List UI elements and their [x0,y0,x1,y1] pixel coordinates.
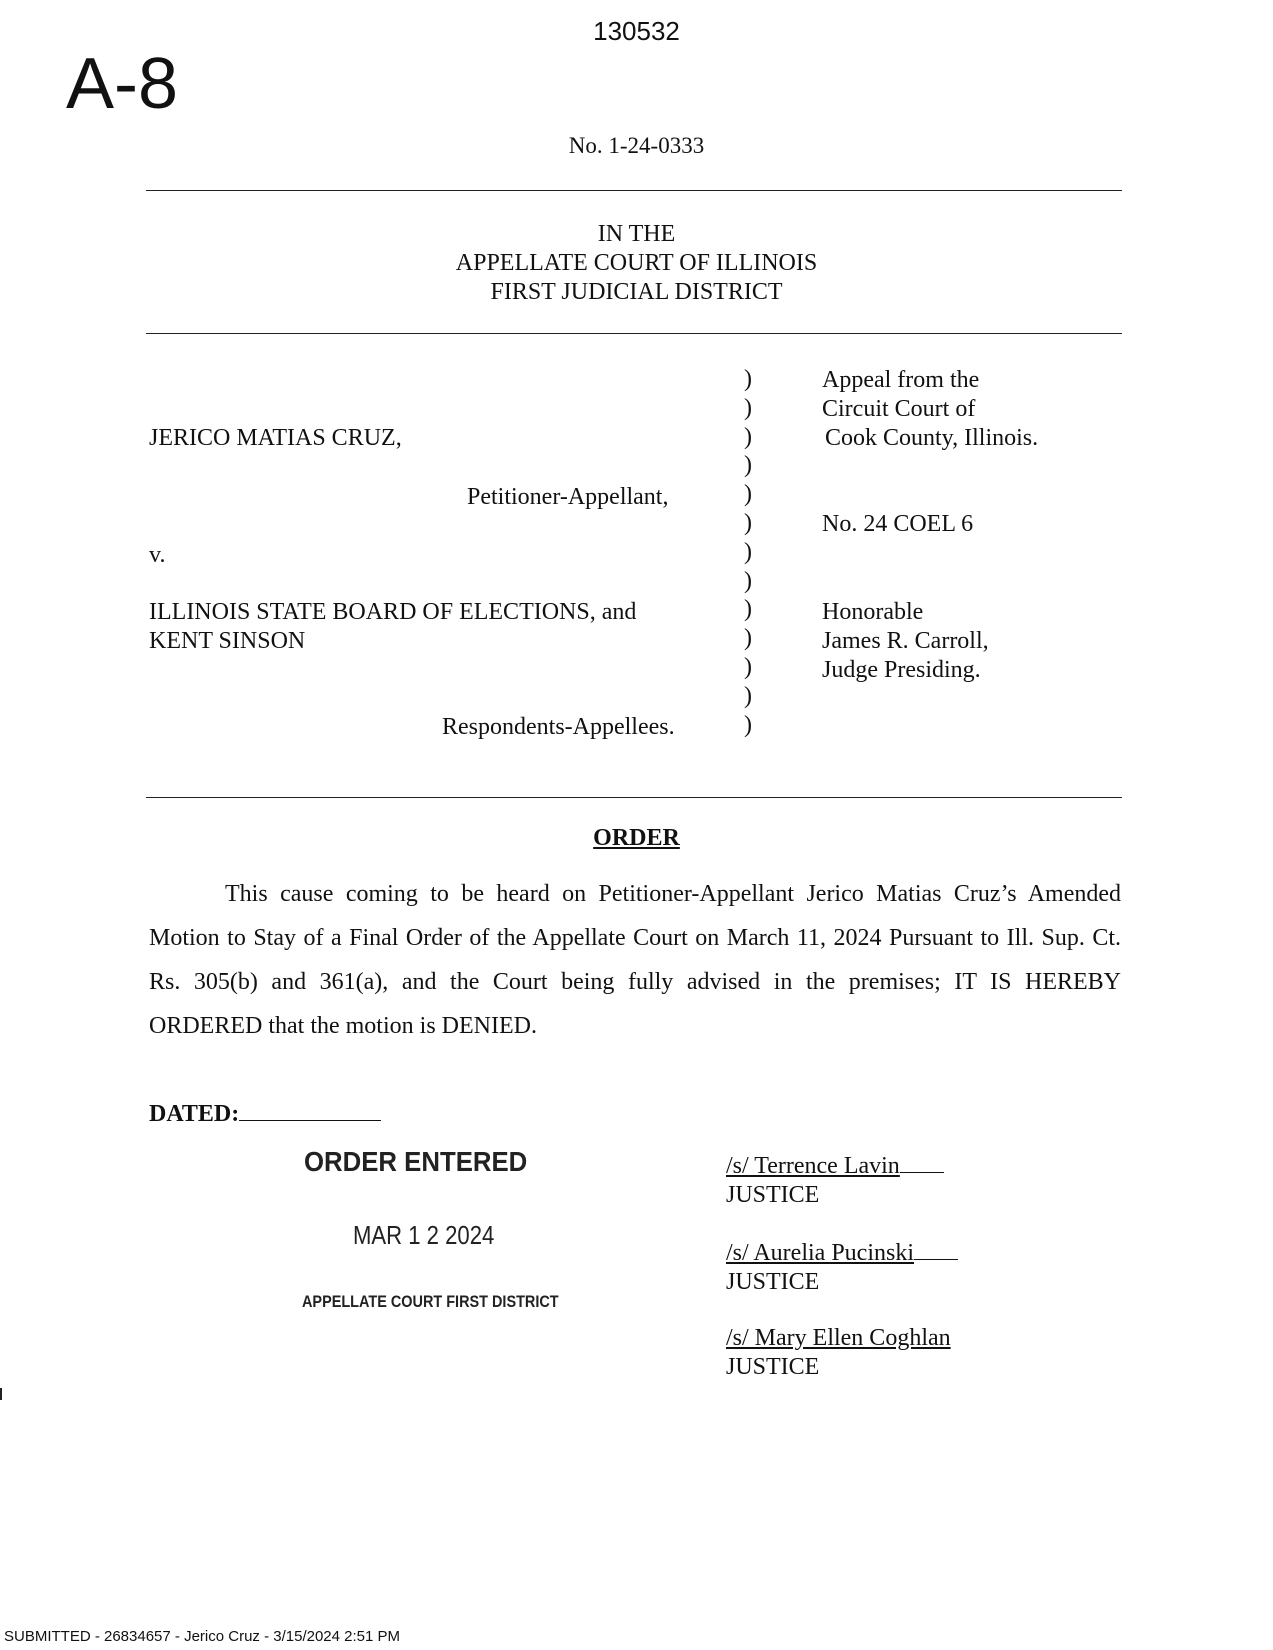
paren: ) [744,509,752,536]
document-number: 130532 [593,16,680,46]
top-divider [146,190,1122,191]
paren: ) [744,423,752,450]
appellate-case-number: No. 1-24-0333 [568,133,705,158]
submission-footer: SUBMITTED - 26834657 - Jerico Cruz - 3/15/2024 2:51 PM [4,1628,401,1645]
respondent-line-2: KENT SINSON [149,628,306,654]
court-heading [0,220,1273,307]
order-title: ORDER [593,825,680,851]
judge-line-2: James R. Carroll, [822,628,989,654]
caption-top-divider [146,333,1122,334]
signature-block [726,1324,951,1382]
paren: ) [744,394,752,421]
order-body: This cause coming to be heard on Petitioner-Appellant Jerico Matias Cruz’s Amended Motion to Stay of a Final Order of the Appellate Court on March 11, 2024 Pursuant to Ill. Sup. Ct. Rs. 305(b) and 361(a), and the Court being fully advised in the premises; IT IS HEREBY ORDERED that the motion is DENIED. [149,881,1121,1039]
judge-line-3: Judge Presiding. [822,657,981,683]
petitioner-role: Petitioner-Appellant, [467,484,669,510]
signature-name: /s/ Aurelia Pucinski [726,1240,914,1266]
versus-label: v. [149,542,166,568]
appeal-from-line-3: Cook County, Illinois. [825,425,1039,451]
dated-blank [239,1098,381,1121]
caption-parenthesis-column [744,365,764,739]
paren: ) [744,567,752,594]
petitioner-name: JERICO MATIAS CRUZ, [149,425,402,451]
dated-line [149,1098,381,1128]
signature-block [726,1150,944,1210]
stamp-date: MAR 1 2 2024 [353,1220,495,1250]
stamp-court: APPELLATE COURT FIRST DISTRICT [302,1292,559,1311]
paren: ) [744,682,752,709]
paren: ) [744,653,752,680]
respondent-line-1: ILLINOIS STATE BOARD OF ELECTIONS, and [149,599,637,625]
scan-mark [0,1388,2,1400]
signature-title: JUSTICE [726,1182,820,1208]
trial-case-number: No. 24 COEL 6 [822,511,974,537]
appeal-from-line-1: Appeal from the [822,367,980,393]
court-line-1: IN THE [597,221,676,247]
signature-title: JUSTICE [726,1269,820,1295]
signature-block [726,1237,958,1297]
paren: ) [744,538,752,565]
signature-name: /s/ Mary Ellen Coghlan [726,1325,951,1351]
court-line-2: APPELLATE COURT OF ILLINOIS [455,250,818,276]
paren: ) [744,625,752,652]
signature-name: /s/ Terrence Lavin [726,1153,900,1179]
paren: ) [744,452,752,479]
court-line-3: FIRST JUDICIAL DISTRICT [490,279,783,305]
order-entered-stamp: ORDER ENTERED [304,1146,528,1177]
dated-label: DATED: [149,1101,240,1127]
signature-underline [914,1237,958,1260]
signature-title: JUSTICE [726,1354,820,1380]
judge-line-1: Honorable [822,599,924,625]
appeal-from-line-2: Circuit Court of [822,396,976,422]
paren: ) [744,366,752,392]
paren: ) [744,481,752,508]
exhibit-label: A-8 [66,44,179,124]
caption-bottom-divider [146,797,1122,798]
signature-underline [900,1150,944,1173]
respondent-role: Respondents-Appellees. [442,714,675,740]
paren: ) [744,711,752,738]
paren: ) [744,596,752,623]
